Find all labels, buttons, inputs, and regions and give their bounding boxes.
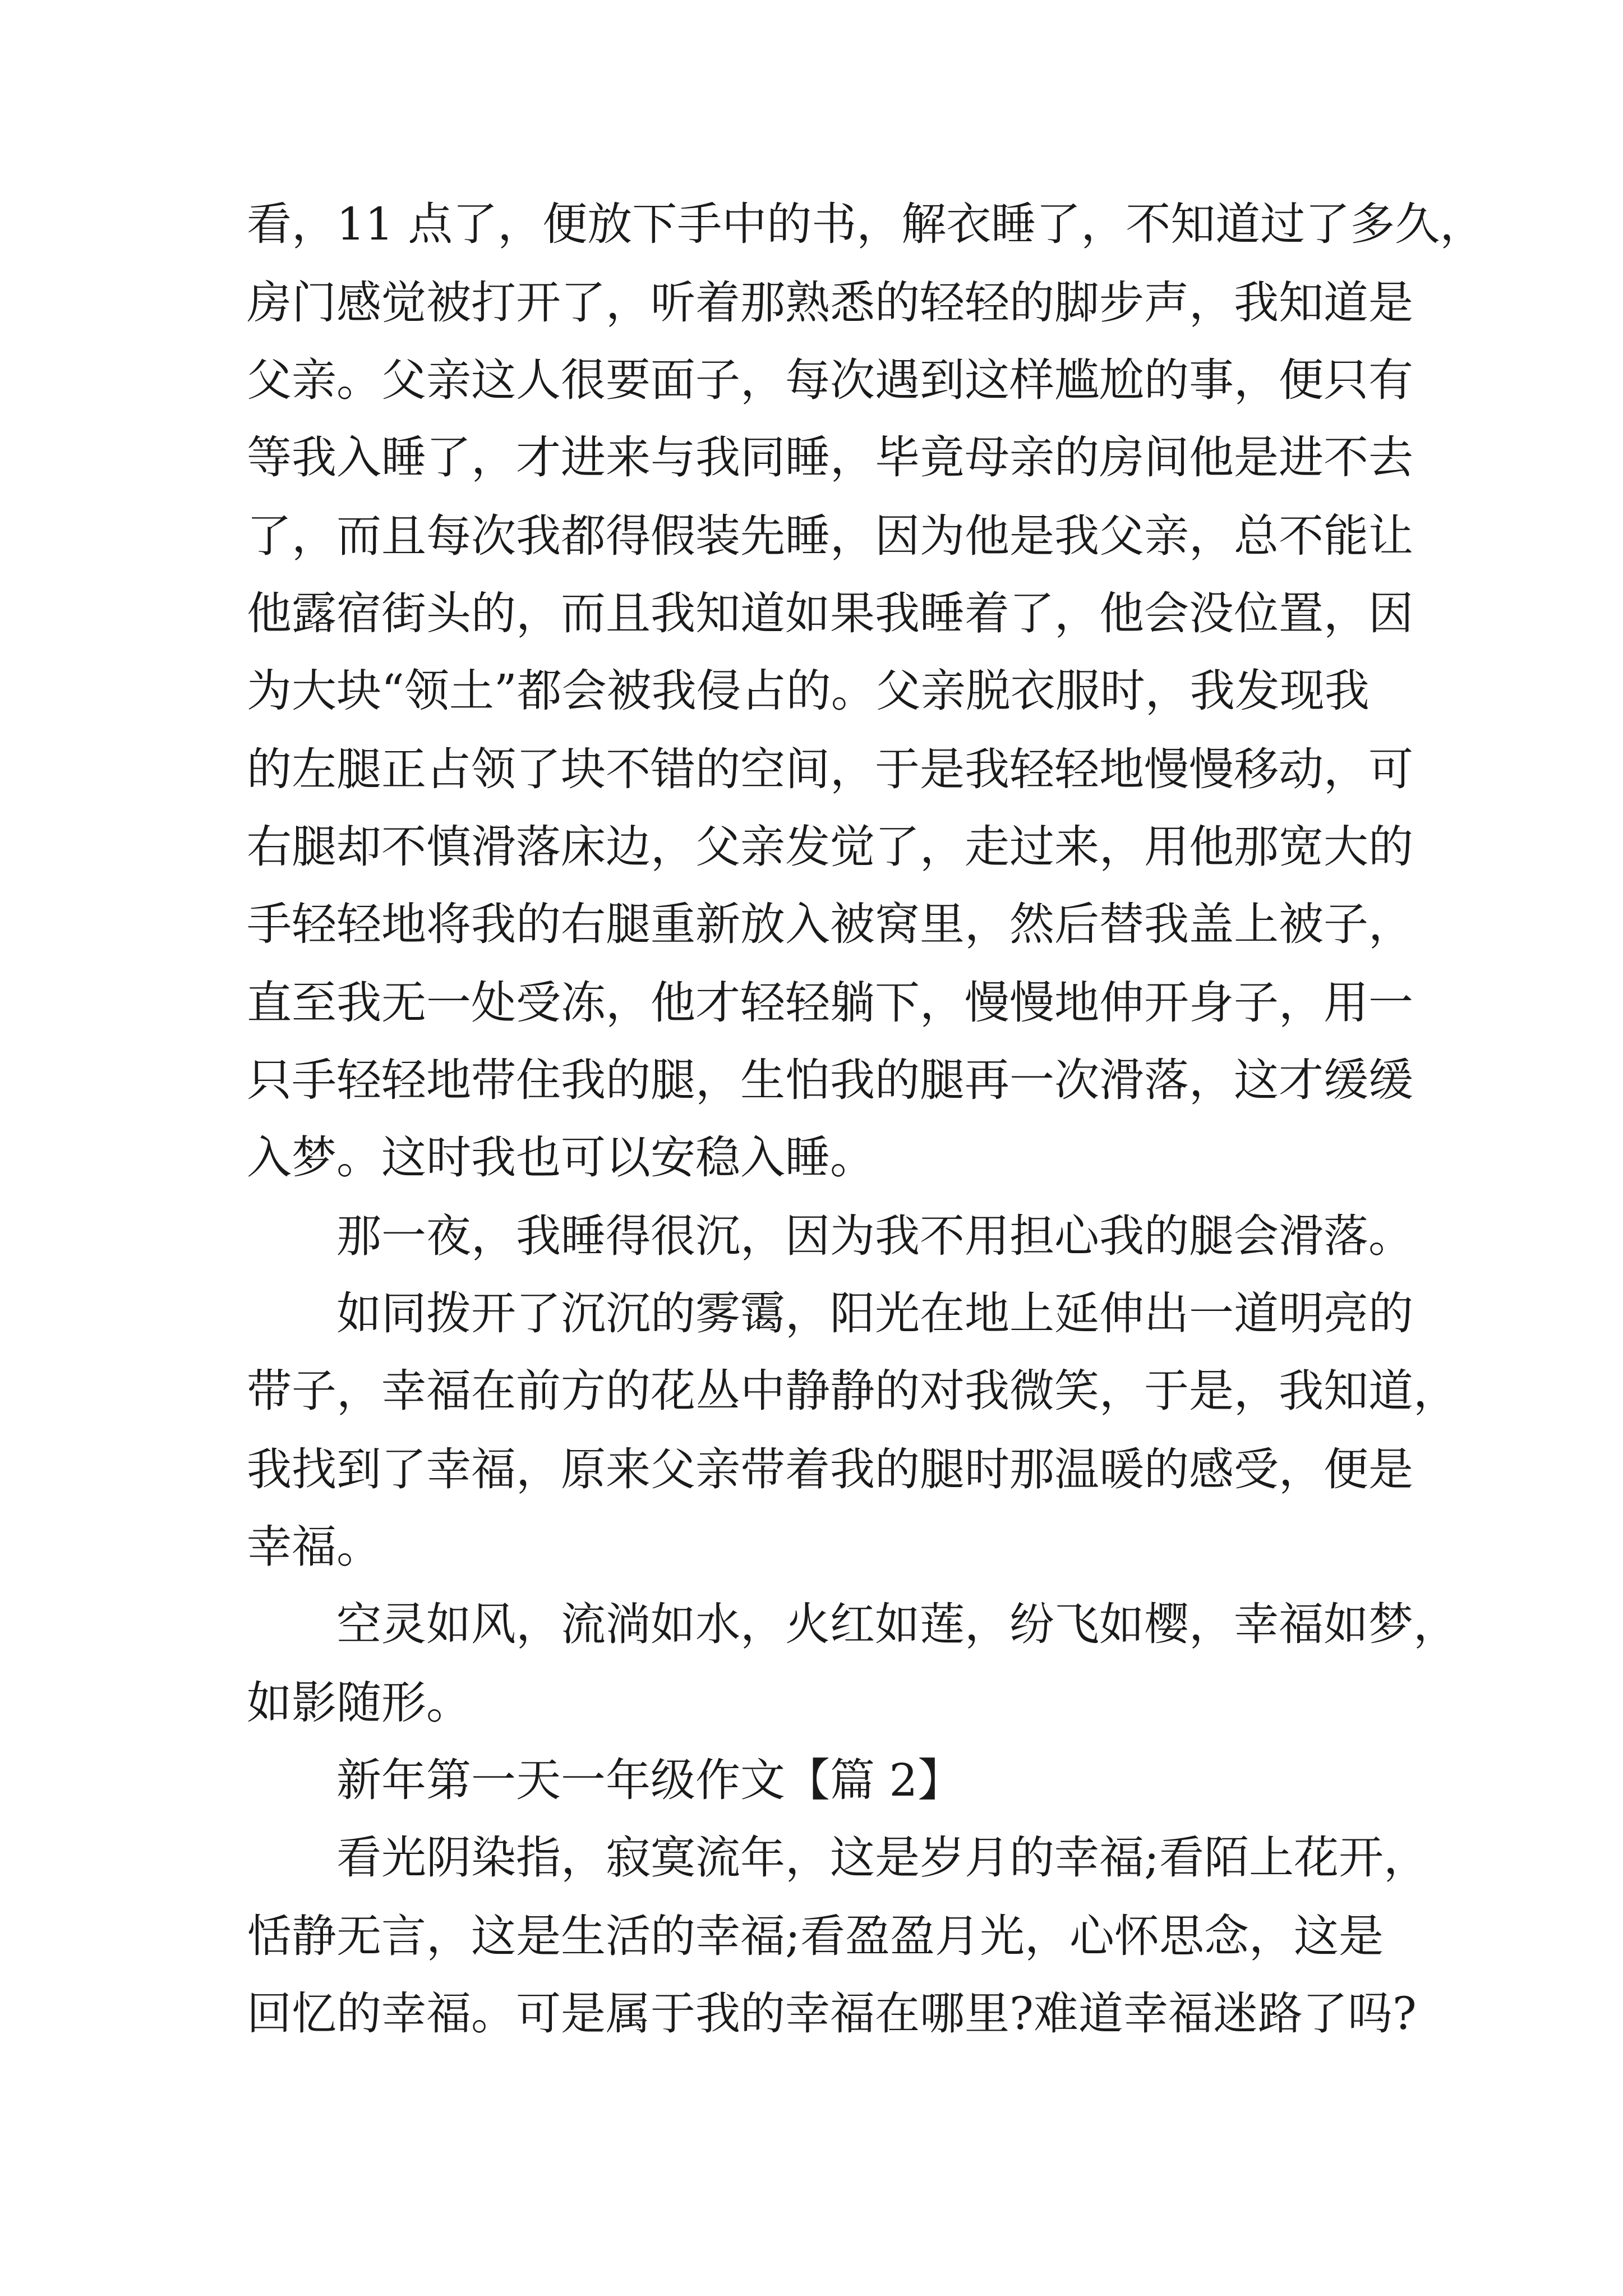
text-line: 幸福。 <box>247 1521 381 1573</box>
paragraph-first-line: 空灵如风，流淌如水，火红如莲，纷飞如樱，幸福如梦， <box>336 1598 1458 1650</box>
text-line: 他露宿街头的，而且我知道如果我睡着了，他会没位置，因 <box>247 587 1413 639</box>
text-line: 带子，幸福在前方的花丛中静静的对我微笑，于是，我知道， <box>247 1365 1458 1417</box>
text-line: 为大块“领土”都会被我侵占的。父亲脱衣服时，我发现我 <box>247 665 1370 717</box>
text-line: 的左腿正占领了块不错的空间，于是我轻轻地慢慢移动，可 <box>247 743 1413 795</box>
text-line: 我找到了幸福，原来父亲带着我的腿时那温暖的感受，便是 <box>247 1443 1413 1496</box>
text-line: 手轻轻地将我的右腿重新放入被窝里，然后替我盖上被子， <box>247 898 1413 950</box>
paragraph-first-line: 如同拨开了沉沉的雾霭，阳光在地上延伸出一道明亮的 <box>336 1287 1413 1340</box>
text-line: 房门感觉被打开了，听着那熟悉的轻轻的脚步声，我知道是 <box>247 277 1413 329</box>
text-line: 回忆的幸福。可是属于我的幸福在哪里?难道幸福迷路了吗? <box>247 1987 1417 2040</box>
paragraph-first-line: 那一夜，我睡得很沉，因为我不用担心我的腿会滑落。 <box>336 1210 1413 1262</box>
text-line: 恬静无言，这是生活的幸福;看盈盈月光，心怀思念，这是 <box>247 1910 1384 1962</box>
text-line: 右腿却不慎滑落床边，父亲发觉了，走过来，用他那宽大的 <box>247 821 1413 873</box>
section-heading: 新年第一天一年级作文【篇 2】 <box>336 1754 963 1806</box>
text-line: 直至我无一处受冻，他才轻轻躺下，慢慢地伸开身子，用一 <box>247 977 1413 1029</box>
text-line: 看，11 点了，便放下手中的书，解衣睡了，不知道过了多久， <box>247 198 1485 250</box>
text-line: 等我入睡了，才进来与我同睡，毕竟母亲的房间他是进不去 <box>247 431 1413 484</box>
text-line: 了，而且每次我都得假装先睡，因为他是我父亲，总不能让 <box>247 510 1413 562</box>
text-line: 只手轻轻地带住我的腿，生怕我的腿再一次滑落，这才缓缓 <box>247 1054 1413 1106</box>
text-line: 入梦。这时我也可以安稳入睡。 <box>247 1131 875 1184</box>
text-line: 父亲。父亲这人很要面子，每次遇到这样尴尬的事，便只有 <box>247 354 1413 406</box>
text-line: 如影随形。 <box>247 1677 471 1729</box>
paragraph-first-line: 看光阴染指，寂寞流年，这是岁月的幸福;看陌上花开， <box>336 1832 1428 1884</box>
